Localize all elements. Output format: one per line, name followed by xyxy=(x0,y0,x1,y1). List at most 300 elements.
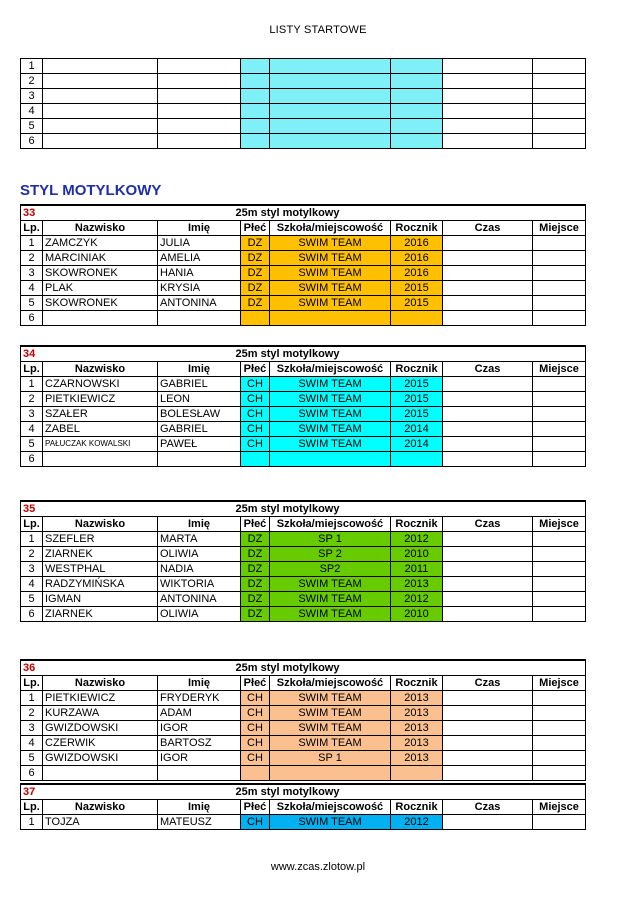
table-row xyxy=(21,607,586,622)
blank-cell xyxy=(533,346,586,362)
rocznik-cell xyxy=(391,311,443,326)
plec-cell: CH xyxy=(241,751,270,766)
table-row xyxy=(21,236,586,251)
header-plec: Płeć xyxy=(241,362,270,377)
table-row xyxy=(21,392,586,407)
rocznik-cell: 2013 xyxy=(391,691,443,706)
nazwisko-cell: ZAMCZYK xyxy=(43,236,158,251)
event-number: 34 xyxy=(21,346,43,362)
miejsce-cell xyxy=(533,562,586,577)
szkola-cell: SWIM TEAM xyxy=(270,607,391,622)
plec-cell: CH xyxy=(241,691,270,706)
blank-cell xyxy=(391,89,443,104)
imie-cell: WIKTORIA xyxy=(158,577,241,592)
imie-cell xyxy=(158,452,241,467)
miejsce-cell xyxy=(533,691,586,706)
czas-cell xyxy=(443,437,533,452)
szkola-cell: SWIM TEAM xyxy=(270,236,391,251)
table-row xyxy=(21,281,586,296)
header-plec: Płeć xyxy=(241,221,270,236)
table-row xyxy=(21,452,586,467)
header-nazwisko: Nazwisko xyxy=(43,517,158,532)
szkola-cell: SWIM TEAM xyxy=(270,296,391,311)
szkola-cell: SWIM TEAM xyxy=(270,721,391,736)
imie-cell: PAWEŁ xyxy=(158,437,241,452)
top-table-row xyxy=(21,134,586,149)
event-title-row xyxy=(21,660,586,676)
imie-cell: ADAM xyxy=(158,706,241,721)
szkola-cell: SWIM TEAM xyxy=(270,706,391,721)
plec-cell: DZ xyxy=(241,281,270,296)
blank-cell xyxy=(158,104,241,119)
top-table-row xyxy=(21,89,586,104)
rocznik-cell: 2014 xyxy=(391,437,443,452)
miejsce-cell xyxy=(533,266,586,281)
czas-cell xyxy=(443,751,533,766)
rocznik-cell xyxy=(391,452,443,467)
lp-cell: 3 xyxy=(21,266,43,281)
blank-cell xyxy=(391,74,443,89)
table-row xyxy=(21,721,586,736)
czas-cell xyxy=(443,815,533,830)
blank-cell xyxy=(158,89,241,104)
czas-cell xyxy=(443,547,533,562)
column-header-row xyxy=(21,676,586,691)
plec-cell: DZ xyxy=(241,251,270,266)
nazwisko-cell xyxy=(43,452,158,467)
plec-cell: CH xyxy=(241,721,270,736)
miejsce-cell xyxy=(533,422,586,437)
blank-cell xyxy=(443,89,533,104)
top-table xyxy=(20,58,586,149)
rocznik-cell: 2010 xyxy=(391,607,443,622)
blank-cell xyxy=(241,74,270,89)
czas-cell xyxy=(443,266,533,281)
szkola-cell xyxy=(270,452,391,467)
czas-cell xyxy=(443,562,533,577)
table-row xyxy=(21,691,586,706)
imie-cell: IGOR xyxy=(158,751,241,766)
miejsce-cell xyxy=(533,452,586,467)
nazwisko-cell xyxy=(43,311,158,326)
szkola-cell: SWIM TEAM xyxy=(270,592,391,607)
blank-cell xyxy=(443,74,533,89)
table-row xyxy=(21,422,586,437)
nazwisko-cell: TOJZA xyxy=(43,815,158,830)
top-table-row xyxy=(21,59,586,74)
header-szkola: Szkoła/miejscowość xyxy=(270,800,391,815)
miejsce-cell xyxy=(533,392,586,407)
header-plec: Płeć xyxy=(241,800,270,815)
table-row xyxy=(21,266,586,281)
plec-cell xyxy=(241,311,270,326)
event-number: 33 xyxy=(21,205,43,221)
lp-cell: 3 xyxy=(21,562,43,577)
nazwisko-cell: MARCINIAK xyxy=(43,251,158,266)
nazwisko-cell: WESTPHAL xyxy=(43,562,158,577)
nazwisko-cell: IGMAN xyxy=(43,592,158,607)
nazwisko-cell: ZIARNEK xyxy=(43,607,158,622)
nazwisko-cell: SZAŁER xyxy=(43,407,158,422)
blank-cell xyxy=(158,59,241,74)
header-czas: Czas xyxy=(443,362,533,377)
blank-cell xyxy=(533,89,586,104)
imie-cell: MATEUSZ xyxy=(158,815,241,830)
header-rocznik: Rocznik xyxy=(391,362,443,377)
nazwisko-cell: PIETKIEWICZ xyxy=(43,392,158,407)
column-header-row xyxy=(21,800,586,815)
blank-cell xyxy=(158,74,241,89)
nazwisko-cell: PAŁUCZAK KOWALSKI xyxy=(43,437,158,452)
nazwisko-cell xyxy=(43,766,158,781)
header-nazwisko: Nazwisko xyxy=(43,800,158,815)
event-table xyxy=(20,345,586,467)
event-title: 25m styl motylkowy xyxy=(43,346,533,362)
plec-cell: DZ xyxy=(241,607,270,622)
blank-cell xyxy=(391,134,443,149)
imie-cell: NADIA xyxy=(158,562,241,577)
plec-cell: CH xyxy=(241,377,270,392)
blank-cell xyxy=(443,134,533,149)
imie-cell: JULIA xyxy=(158,236,241,251)
table-row xyxy=(21,736,586,751)
nazwisko-cell: GWIZDOWSKI xyxy=(43,751,158,766)
blank-cell xyxy=(158,134,241,149)
table-row xyxy=(21,311,586,326)
nazwisko-cell: PLAK xyxy=(43,281,158,296)
szkola-cell: SWIM TEAM xyxy=(270,377,391,392)
imie-cell: AMELIA xyxy=(158,251,241,266)
czas-cell xyxy=(443,422,533,437)
plec-cell: CH xyxy=(241,407,270,422)
miejsce-cell xyxy=(533,547,586,562)
blank-cell xyxy=(270,59,391,74)
imie-cell: OLIWIA xyxy=(158,547,241,562)
rocznik-cell: 2015 xyxy=(391,377,443,392)
plec-cell xyxy=(241,452,270,467)
blank-cell xyxy=(241,134,270,149)
lp-cell: 6 xyxy=(21,134,43,149)
szkola-cell: SWIM TEAM xyxy=(270,422,391,437)
nazwisko-cell: PIETKIEWICZ xyxy=(43,691,158,706)
lp-cell: 4 xyxy=(21,422,43,437)
plec-cell: DZ xyxy=(241,296,270,311)
blank-cell xyxy=(391,59,443,74)
nazwisko-cell: ZABEL xyxy=(43,422,158,437)
header-szkola: Szkoła/miejscowość xyxy=(270,676,391,691)
lp-cell: 2 xyxy=(21,547,43,562)
szkola-cell: SWIM TEAM xyxy=(270,407,391,422)
lp-cell: 1 xyxy=(21,532,43,547)
header-imie: Imię xyxy=(158,676,241,691)
lp-cell: 6 xyxy=(21,452,43,467)
lp-cell: 5 xyxy=(21,296,43,311)
event-table xyxy=(20,204,586,326)
page-header: LISTY STARTOWE xyxy=(269,24,367,36)
header-plec: Płeć xyxy=(241,517,270,532)
nazwisko-cell: CZARNOWSKI xyxy=(43,377,158,392)
rocznik-cell xyxy=(391,766,443,781)
miejsce-cell xyxy=(533,706,586,721)
imie-cell: ANTONINA xyxy=(158,592,241,607)
imie-cell: IGOR xyxy=(158,721,241,736)
imie-cell: FRYDERYK xyxy=(158,691,241,706)
czas-cell xyxy=(443,311,533,326)
lp-cell: 2 xyxy=(21,706,43,721)
blank-cell xyxy=(391,119,443,134)
lp-cell: 1 xyxy=(21,236,43,251)
czas-cell xyxy=(443,251,533,266)
rocznik-cell: 2015 xyxy=(391,281,443,296)
nazwisko-cell: KURZAWA xyxy=(43,706,158,721)
szkola-cell: SWIM TEAM xyxy=(270,691,391,706)
imie-cell: OLIWIA xyxy=(158,607,241,622)
blank-cell xyxy=(533,134,586,149)
lp-cell: 6 xyxy=(21,607,43,622)
table-row xyxy=(21,251,586,266)
header-imie: Imię xyxy=(158,362,241,377)
table-row xyxy=(21,437,586,452)
szkola-cell: SP 1 xyxy=(270,532,391,547)
header-lp: Lp. xyxy=(21,676,43,691)
blank-cell xyxy=(533,501,586,517)
blank-cell xyxy=(533,119,586,134)
blank-cell xyxy=(443,59,533,74)
blank-cell xyxy=(241,89,270,104)
miejsce-cell xyxy=(533,607,586,622)
plec-cell: DZ xyxy=(241,562,270,577)
miejsce-cell xyxy=(533,236,586,251)
plec-cell: DZ xyxy=(241,532,270,547)
blank-cell xyxy=(270,74,391,89)
blank-cell xyxy=(43,59,158,74)
blank-cell xyxy=(241,59,270,74)
szkola-cell: SWIM TEAM xyxy=(270,281,391,296)
rocznik-cell: 2011 xyxy=(391,562,443,577)
szkola-cell: SWIM TEAM xyxy=(270,577,391,592)
imie-cell: GABRIEL xyxy=(158,422,241,437)
szkola-cell: SP 2 xyxy=(270,547,391,562)
imie-cell: ANTONINA xyxy=(158,296,241,311)
event-title-row xyxy=(21,784,586,800)
rocznik-cell: 2013 xyxy=(391,751,443,766)
table-row xyxy=(21,815,586,830)
plec-cell: DZ xyxy=(241,236,270,251)
lp-cell: 5 xyxy=(21,592,43,607)
miejsce-cell xyxy=(533,281,586,296)
plec-cell: DZ xyxy=(241,577,270,592)
table-row xyxy=(21,577,586,592)
imie-cell: MARTA xyxy=(158,532,241,547)
event-table xyxy=(20,659,586,781)
lp-cell: 3 xyxy=(21,721,43,736)
header-lp: Lp. xyxy=(21,800,43,815)
szkola-cell: SWIM TEAM xyxy=(270,736,391,751)
header-miejsce: Miejsce xyxy=(533,676,586,691)
imie-cell: BOLESŁAW xyxy=(158,407,241,422)
imie-cell: HANIA xyxy=(158,266,241,281)
blank-cell xyxy=(270,119,391,134)
header-lp: Lp. xyxy=(21,221,43,236)
czas-cell xyxy=(443,736,533,751)
czas-cell xyxy=(443,407,533,422)
header-nazwisko: Nazwisko xyxy=(43,676,158,691)
header-plec: Płeć xyxy=(241,676,270,691)
plec-cell: CH xyxy=(241,437,270,452)
czas-cell xyxy=(443,281,533,296)
header-rocznik: Rocznik xyxy=(391,800,443,815)
szkola-cell: SP 1 xyxy=(270,751,391,766)
header-miejsce: Miejsce xyxy=(533,517,586,532)
event-number: 35 xyxy=(21,501,43,517)
header-czas: Czas xyxy=(443,517,533,532)
top-table-row xyxy=(21,104,586,119)
rocznik-cell: 2014 xyxy=(391,422,443,437)
nazwisko-cell: ZIARNEK xyxy=(43,547,158,562)
nazwisko-cell: SKOWRONEK xyxy=(43,296,158,311)
column-header-row xyxy=(21,221,586,236)
czas-cell xyxy=(443,236,533,251)
rocznik-cell: 2013 xyxy=(391,577,443,592)
top-table-row xyxy=(21,74,586,89)
event-title: 25m styl motylkowy xyxy=(43,660,533,676)
header-rocznik: Rocznik xyxy=(391,676,443,691)
nazwisko-cell: SZEFLER xyxy=(43,532,158,547)
blank-cell xyxy=(270,104,391,119)
blank-cell xyxy=(443,119,533,134)
nazwisko-cell: CZERWIK xyxy=(43,736,158,751)
section-title: STYL MOTYLKOWY xyxy=(20,182,162,199)
header-imie: Imię xyxy=(158,221,241,236)
blank-cell xyxy=(158,119,241,134)
event-number: 37 xyxy=(21,784,43,800)
nazwisko-cell: GWIZDOWSKI xyxy=(43,721,158,736)
miejsce-cell xyxy=(533,751,586,766)
blank-cell xyxy=(533,660,586,676)
lp-cell: 5 xyxy=(21,119,43,134)
table-row xyxy=(21,547,586,562)
miejsce-cell xyxy=(533,251,586,266)
event-table xyxy=(20,500,586,622)
lp-cell: 4 xyxy=(21,736,43,751)
rocznik-cell: 2013 xyxy=(391,706,443,721)
czas-cell xyxy=(443,452,533,467)
lp-cell: 4 xyxy=(21,104,43,119)
blank-cell xyxy=(533,784,586,800)
table-row xyxy=(21,377,586,392)
szkola-cell: SWIM TEAM xyxy=(270,266,391,281)
lp-cell: 3 xyxy=(21,89,43,104)
miejsce-cell xyxy=(533,736,586,751)
czas-cell xyxy=(443,532,533,547)
szkola-cell xyxy=(270,766,391,781)
miejsce-cell xyxy=(533,721,586,736)
header-czas: Czas xyxy=(443,676,533,691)
header-imie: Imię xyxy=(158,517,241,532)
lp-cell: 6 xyxy=(21,766,43,781)
rocznik-cell: 2013 xyxy=(391,736,443,751)
lp-cell: 2 xyxy=(21,251,43,266)
lp-cell: 4 xyxy=(21,281,43,296)
header-nazwisko: Nazwisko xyxy=(43,221,158,236)
plec-cell: CH xyxy=(241,706,270,721)
lp-cell: 1 xyxy=(21,815,43,830)
blank-cell xyxy=(43,119,158,134)
imie-cell: LEON xyxy=(158,392,241,407)
miejsce-cell xyxy=(533,311,586,326)
czas-cell xyxy=(443,377,533,392)
lp-cell: 3 xyxy=(21,407,43,422)
imie-cell: KRYSIA xyxy=(158,281,241,296)
rocznik-cell: 2010 xyxy=(391,547,443,562)
czas-cell xyxy=(443,607,533,622)
szkola-cell: SWIM TEAM xyxy=(270,251,391,266)
header-lp: Lp. xyxy=(21,362,43,377)
blank-cell xyxy=(43,74,158,89)
table-row xyxy=(21,751,586,766)
miejsce-cell xyxy=(533,377,586,392)
plec-cell: DZ xyxy=(241,547,270,562)
miejsce-cell xyxy=(533,577,586,592)
header-miejsce: Miejsce xyxy=(533,800,586,815)
rocznik-cell: 2012 xyxy=(391,532,443,547)
rocznik-cell: 2012 xyxy=(391,592,443,607)
czas-cell xyxy=(443,296,533,311)
szkola-cell: SWIM TEAM xyxy=(270,392,391,407)
page-footer: www.zcas.zlotow.pl xyxy=(270,861,366,873)
miejsce-cell xyxy=(533,407,586,422)
blank-cell xyxy=(270,89,391,104)
event-title: 25m styl motylkowy xyxy=(43,205,533,221)
rocznik-cell: 2016 xyxy=(391,236,443,251)
czas-cell xyxy=(443,706,533,721)
table-row xyxy=(21,407,586,422)
blank-cell xyxy=(270,134,391,149)
lp-cell: 1 xyxy=(21,377,43,392)
header-szkola: Szkoła/miejscowość xyxy=(270,362,391,377)
header-czas: Czas xyxy=(443,800,533,815)
nazwisko-cell: RADZYMIŃSKA xyxy=(43,577,158,592)
table-row xyxy=(21,706,586,721)
table-row xyxy=(21,592,586,607)
lp-cell: 6 xyxy=(21,311,43,326)
header-miejsce: Miejsce xyxy=(533,362,586,377)
miejsce-cell xyxy=(533,532,586,547)
plec-cell: CH xyxy=(241,422,270,437)
header-imie: Imię xyxy=(158,800,241,815)
event-title: 25m styl motylkowy xyxy=(43,501,533,517)
header-lp: Lp. xyxy=(21,517,43,532)
rocznik-cell: 2015 xyxy=(391,407,443,422)
blank-cell xyxy=(241,119,270,134)
event-number: 36 xyxy=(21,660,43,676)
top-table-row xyxy=(21,119,586,134)
czas-cell xyxy=(443,721,533,736)
header-miejsce: Miejsce xyxy=(533,221,586,236)
nazwisko-cell: SKOWRONEK xyxy=(43,266,158,281)
lp-cell: 1 xyxy=(21,59,43,74)
plec-cell: CH xyxy=(241,815,270,830)
blank-cell xyxy=(241,104,270,119)
rocznik-cell: 2015 xyxy=(391,296,443,311)
blank-cell xyxy=(533,205,586,221)
lp-cell: 4 xyxy=(21,577,43,592)
szkola-cell: SWIM TEAM xyxy=(270,437,391,452)
szkola-cell: SWIM TEAM xyxy=(270,815,391,830)
rocznik-cell: 2015 xyxy=(391,392,443,407)
miejsce-cell xyxy=(533,296,586,311)
header-szkola: Szkoła/miejscowość xyxy=(270,517,391,532)
